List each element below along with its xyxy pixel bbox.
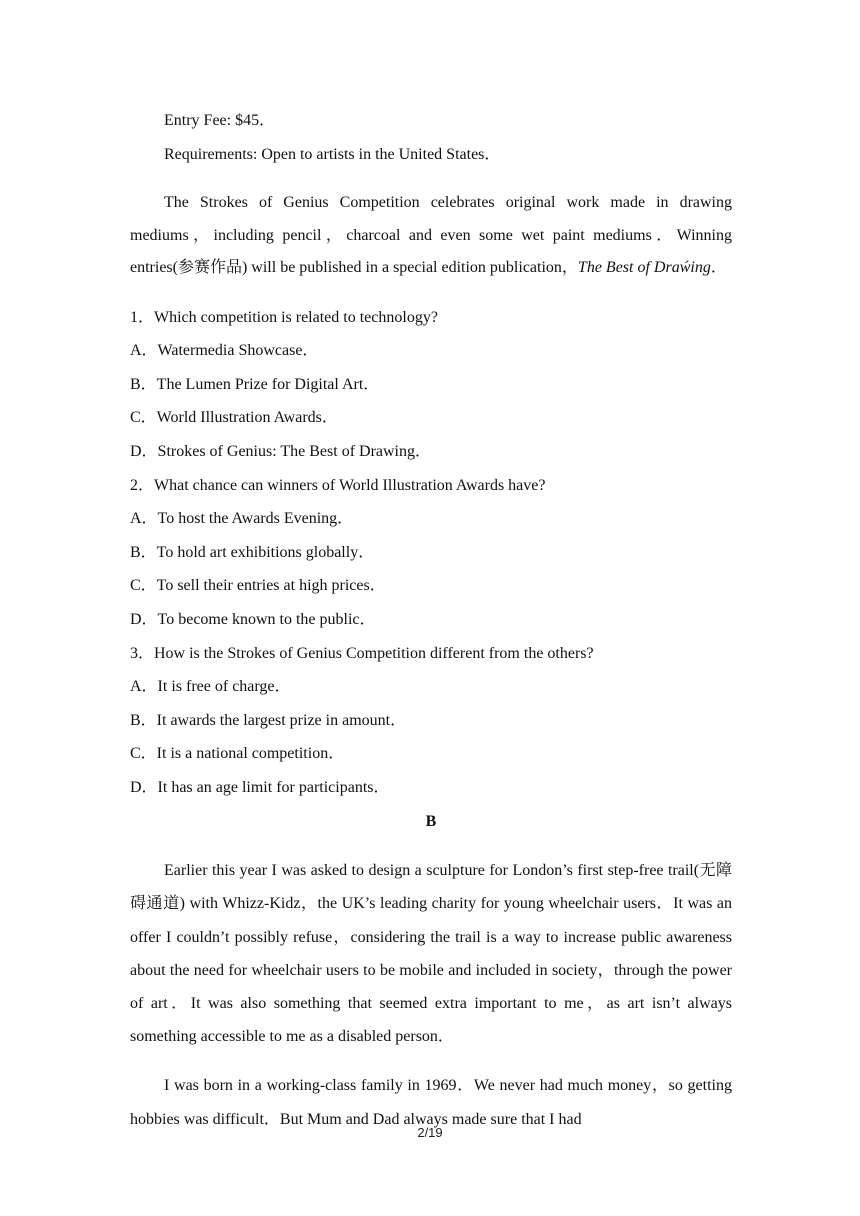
- page-number: 2/19: [417, 1125, 443, 1140]
- question-stem: 3．How is the Strokes of Genius Competition different from the others?: [130, 644, 594, 662]
- option-b: B．To hold art exhibitions globally．: [130, 543, 375, 561]
- page-content: [130, 104, 732, 1152]
- option-a: A．To host the Awards Evening．: [130, 510, 354, 528]
- entry-fee: Entry Fee: $45．: [164, 112, 276, 129]
- publication-title: The Best of Draẃing: [577, 259, 711, 277]
- requirements: Requirements: Open to artists in the United States．: [164, 145, 501, 163]
- question-1: [130, 301, 732, 469]
- option-d: D．It has an age limit for participants．: [130, 779, 390, 796]
- option-b: B．The Lumen Prize for Digital Art．: [130, 375, 380, 393]
- option-c: C．World Illustration Awards．: [130, 409, 338, 427]
- section-b-paragraph-1: Earlier this year I was asked to design a sculpture for London’s first step-free trail(无障碍通道) with Whizz-Kidz，the UK’s leading charity for young wheelchair users．It was an offer I couldn’t possibly refuse，considering the trail is a way to increase public awareness about the need for wheelchair users to be mobile and included in society，through the power of art．It was also something that seemed extra important to me，as art isn’t always something accessible to me as a disabled person．: [130, 862, 732, 1046]
- option-d: D．To become known to the public．: [130, 611, 376, 629]
- question-3: [130, 637, 732, 805]
- section-b-heading: B: [425, 812, 437, 830]
- section-a-body-end: ．: [710, 259, 727, 277]
- option-c: C．To sell their entries at high prices．: [130, 577, 386, 595]
- section-b-paragraph-2: I was born in a working-class family in 1969．We never had much money，so getting hobbies was difficult．But Mum and Dad always made sure that I had: [130, 1077, 732, 1128]
- option-a: A．It is free of charge．: [130, 678, 291, 696]
- section-a-paragraph: [130, 187, 732, 285]
- option-d: D．Strokes of Genius: The Best of Drawing．: [130, 443, 432, 461]
- question-2: [130, 469, 732, 637]
- option-b: B．It awards the largest prize in amount．: [130, 711, 407, 729]
- section-a-body: The Strokes of Genius Competition celebrates original work made in drawing mediums，including pencil，charcoal and even some wet paint mediums．Winning entries(参赛作品) will be published in a special edition publication，: [130, 194, 732, 277]
- question-stem: 2．What chance can winners of World Illustration Awards have?: [130, 476, 546, 494]
- question-stem: 1．Which competition is related to technology?: [130, 308, 438, 326]
- option-c: C．It is a national competition．: [130, 745, 345, 763]
- option-a: A．Watermedia Showcase．: [130, 342, 319, 360]
